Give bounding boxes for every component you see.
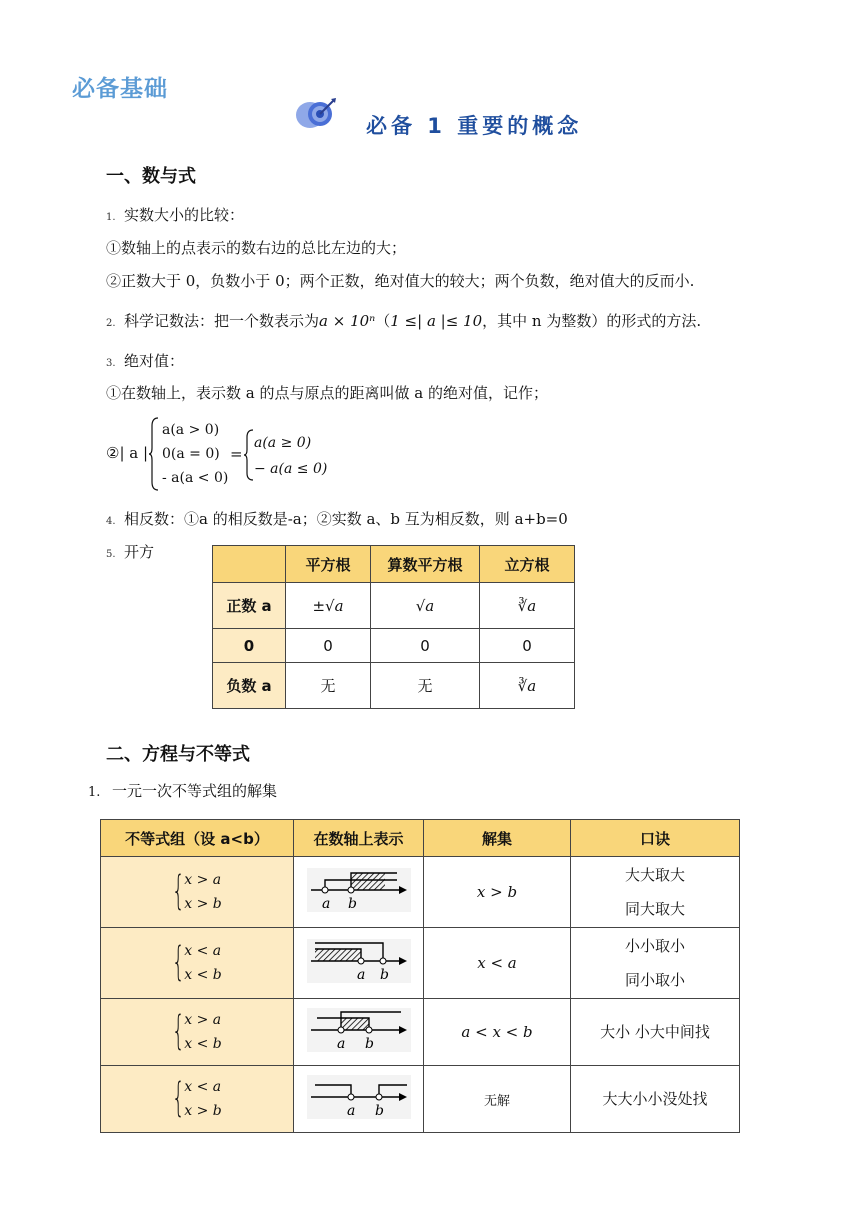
right-brace	[244, 428, 254, 482]
inequality-system: { x < a x < b	[101, 928, 294, 999]
section-subtitle: 必备 1 重要的概念	[366, 114, 583, 138]
item2: 2. 科学记数法：把一个数表示为a × 10ⁿ（1 ≤| a |≤ 10，其中 n 为整数）的形式的方法.	[106, 312, 702, 330]
item4: 4. 相反数：①a 的相反数是-a；②实数 a、b 互为相反数，则 a+b=0	[106, 510, 568, 528]
table-row: 0 0 0 0	[213, 629, 575, 663]
item3: 3. 绝对值：	[106, 352, 185, 370]
number-line-diagram	[294, 999, 424, 1066]
inequality-table	[100, 819, 740, 1133]
number-line-1	[307, 866, 411, 914]
item5: 5. 开方	[106, 543, 155, 561]
svg-text:a: a	[346, 1103, 355, 1119]
number-line-2	[307, 937, 411, 985]
mnemonic: 大小 小大中间找	[571, 999, 740, 1066]
number-line-4	[307, 1073, 411, 1121]
table-row: { x > a x > b a b x > b 大大取大 同大取大	[101, 857, 740, 928]
svg-text:b: b	[374, 1103, 384, 1119]
left-brace	[149, 416, 159, 492]
table-row: 负数 a 无 无 ∛a	[213, 663, 575, 709]
line3a: ①在数轴上，表示数 a 的点与原点的距离叫做 a 的绝对值，记作；	[106, 384, 548, 402]
cases2: a(a ≥ 0) − a(a ≤ 0)	[254, 435, 328, 477]
svg-text:b: b	[347, 896, 357, 912]
item1: 1. 实数大小的比较：	[106, 206, 245, 224]
abs-formula: ②| a | a(a > 0) 0(a = 0) - a(a < 0) = a(a ≥ 0) − a(a ≤ 0)	[106, 416, 366, 492]
number-line-diagram	[294, 857, 424, 928]
section1-title: 一、数与式	[106, 166, 196, 187]
root-table	[212, 545, 575, 709]
target-icon	[296, 97, 338, 129]
svg-text:a: a	[321, 896, 330, 912]
svg-text:a: a	[336, 1036, 345, 1052]
mnemonic: 小小取小 同小取小	[571, 928, 740, 999]
number-line-3	[307, 1006, 411, 1054]
line1b: ②正数大于 0，负数小于 0；两个正数，绝对值大的较大；两个负数，绝对值大的反而小.	[106, 272, 695, 290]
inequality-system: { x > a x < b	[101, 999, 294, 1066]
svg-text:b: b	[379, 967, 389, 983]
mnemonic: 大大取大 同大取大	[571, 857, 740, 928]
table-row: { x < a x < b a b x < a 小小取小 同小取小	[101, 928, 740, 999]
svg-text:a: a	[356, 967, 365, 983]
section2-item1: 1. 一元一次不等式组的解集	[88, 782, 278, 800]
page-header: 必备基础	[72, 76, 168, 102]
table-row: 正数 a ±√a √a ∛a	[213, 583, 575, 629]
number-line-diagram	[294, 928, 424, 999]
cases1: a(a > 0) 0(a = 0) - a(a < 0)	[162, 422, 229, 486]
svg-text:b: b	[364, 1036, 374, 1052]
mnemonic: 大大小小没处找	[571, 1066, 740, 1133]
table-row: { x > a x < b a b a < x < b 大小 小大中间找	[101, 999, 740, 1066]
inequality-system: { x < a x > b	[101, 1066, 294, 1133]
section2-title: 二、方程与不等式	[106, 744, 250, 765]
line1a: ①数轴上的点表示的数右边的总比左边的大；	[106, 239, 407, 257]
table-header-row: 不等式组（设 a<b） 在数轴上表示 解集 口诀	[101, 820, 740, 857]
inequality-system: { x > a x > b	[101, 857, 294, 928]
table-row: { x < a x > b a b 无解 大大小小没处找	[101, 1066, 740, 1133]
table-header-row: 平方根 算数平方根 立方根	[213, 546, 575, 583]
number-line-diagram	[294, 1066, 424, 1133]
